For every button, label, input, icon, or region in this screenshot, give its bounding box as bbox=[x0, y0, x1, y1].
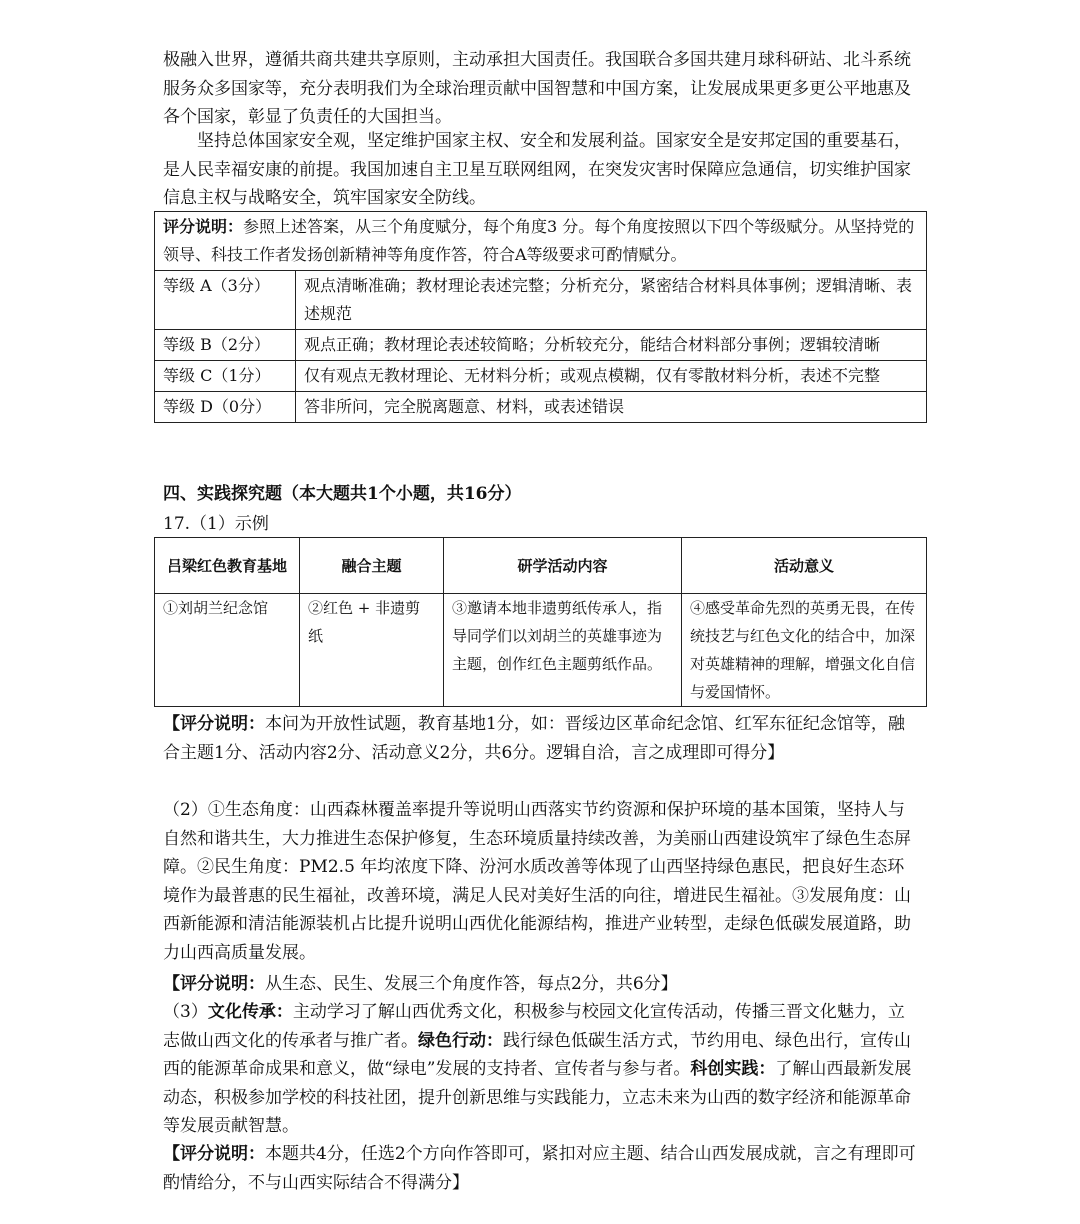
table-row bbox=[155, 392, 927, 423]
table-row bbox=[155, 594, 927, 707]
grading-table bbox=[154, 211, 927, 423]
level-cell: 等级 C（1分） bbox=[155, 361, 296, 392]
column-header: 活动意义 bbox=[682, 538, 927, 594]
direction-label-green: 绿色行动： bbox=[418, 1030, 503, 1051]
example-table bbox=[154, 537, 927, 707]
scoring-note-2 bbox=[163, 970, 919, 999]
table-cell: ④感受革命先烈的英勇无畏，在传统技艺与红色文化的结合中，加深对英雄精神的理解，增强文化自信与爱国情怀。 bbox=[682, 594, 927, 707]
table-row bbox=[155, 271, 927, 330]
question-17-label: 17.（1）示例 bbox=[163, 514, 269, 534]
level-desc-cell: 观点清晰准确；教材理论表述完整；分析充分，紧密结合材料具体事例；逻辑清晰、表述规范 bbox=[296, 271, 927, 330]
grading-note-text: 参照上述答案，从三个角度赋分，每个角度3 分。每个角度按照以下四个等级赋分。从坚持党的领导、科技工作者发扬创新精神等角度作答，符合A等级要求可酌情赋分。 bbox=[163, 217, 915, 264]
scoring-note-1 bbox=[163, 710, 919, 767]
column-header: 吕梁红色教育基地 bbox=[155, 538, 300, 594]
direction-text-green: 践行绿色低碳生活方式，节约用电、绿色出行，宣传山西的能源革命成果和意义，做“绿电”发展的支持者、宣传者与参与者。 bbox=[163, 1030, 911, 1079]
column-header: 研学活动内容 bbox=[444, 538, 682, 594]
scoring-note-text: 本问为开放性试题，教育基地1分，如：晋绥边区革命纪念馆、红军东征纪念馆等，融合主题1分、活动内容2分、活动意义2分，共6分。逻辑自洽，言之成理即可得分】 bbox=[163, 714, 905, 763]
level-desc-cell: 答非所问，完全脱离题意、材料，或表述错误 bbox=[296, 392, 927, 423]
table-cell: ②红色 + 非遗剪纸 bbox=[300, 594, 444, 707]
level-cell: 等级 D（0分） bbox=[155, 392, 296, 423]
table-cell: ①刘胡兰纪念馆 bbox=[155, 594, 300, 707]
direction-label-culture: 文化传承： bbox=[207, 1002, 293, 1022]
direction-text-culture: 主动学习了解山西优秀文化，积极参与校园文化宣传活动，传播三晋文化魅力，立志做山西文化的传承者与推广者。 bbox=[163, 1002, 905, 1051]
question-2-answer: （2）①生态角度：山西森林覆盖率提升等说明山西落实节约资源和保护环境的基本国策，坚持人与自然和谐共生，大力推进生态保护修复，生态环境质量持续改善，为美丽山西建设筑牢了绿色生态屏障。②民生角度：PM2.5 年均浓度下降、汾河水质改善等体现了山西坚持绿色惠民，把良好生态环境作为最普惠的民生福祉，改善环境，满足人民对美好生活的向往，增进民生福祉。③发展角度：山西新能源和清洁能源装机占比提升说明山西优化能源结构，推进产业转型，走绿色低碳发展道路，助力山西高质量发展。 bbox=[163, 800, 911, 963]
table-cell: ③邀请本地非遗剪纸传承人，指导同学们以刘胡兰的英雄事迹为主题，创作红色主题剪纸作品。 bbox=[444, 594, 682, 707]
level-cell: 等级 B（2分） bbox=[155, 330, 296, 361]
section-heading: 四、实践探究题（本大题共1个小题，共16分） bbox=[163, 484, 522, 504]
question-3-answer bbox=[163, 998, 919, 1141]
table-row bbox=[155, 330, 927, 361]
level-desc-cell: 观点正确；教材理论表述较简略；分析较充分，能结合材料部分事例；逻辑较清晰 bbox=[296, 330, 927, 361]
scoring-note-label: 【评分说明： bbox=[163, 1144, 265, 1164]
level-desc-cell: 仅有观点无教材理论、无材料分析；或观点模糊，仅有零散材料分析，表述不完整 bbox=[296, 361, 927, 392]
column-header: 融合主题 bbox=[300, 538, 444, 594]
intro-paragraph-1: 极融入世界，遵循共商共建共享原则，主动承担大国责任。我国联合多国共建月球科研站、北斗系统服务众多国家等，充分表明我们为全球治理贡献中国智慧和中国方案，让发展成果更多更公平地惠及各个国家，彰显了负责任的大国担当。 bbox=[163, 50, 911, 127]
grading-note bbox=[155, 212, 927, 271]
direction-text-tech: 了解山西最新发展动态，积极参加学校的科技社团，提升创新思维与实践能力，立志未来为山西的数字经济和能源革命等发展贡献智慧。 bbox=[163, 1059, 912, 1136]
direction-label-tech: 科创实践： bbox=[690, 1059, 776, 1079]
scoring-note-text: 从生态、民生、发展三个角度作答，每点2分，共6分】 bbox=[265, 974, 678, 994]
level-cell: 等级 A（3分） bbox=[155, 271, 296, 330]
scoring-note-3 bbox=[163, 1140, 919, 1197]
table-row bbox=[155, 361, 927, 392]
scoring-note-text: 本题共4分，任选2个方向作答即可，紧扣对应主题、结合山西发展成就，言之有理即可酌情给分，不与山西实际结合不得满分】 bbox=[163, 1144, 916, 1193]
question-3-prefix: （3） bbox=[163, 1002, 208, 1022]
scoring-note-label: 【评分说明： bbox=[163, 974, 265, 994]
intro-paragraph-2: 坚持总体国家安全观，坚定维护国家主权、安全和发展利益。国家安全是安邦定国的重要基石，是人民幸福安康的前提。我国加速自主卫星互联网组网，在突发灾害时保障应急通信，切实维护国家信息主权与战略安全，筑牢国家安全防线。 bbox=[163, 131, 911, 208]
scoring-note-label: 【评分说明： bbox=[163, 714, 265, 734]
grading-note-label: 评分说明： bbox=[163, 217, 244, 236]
